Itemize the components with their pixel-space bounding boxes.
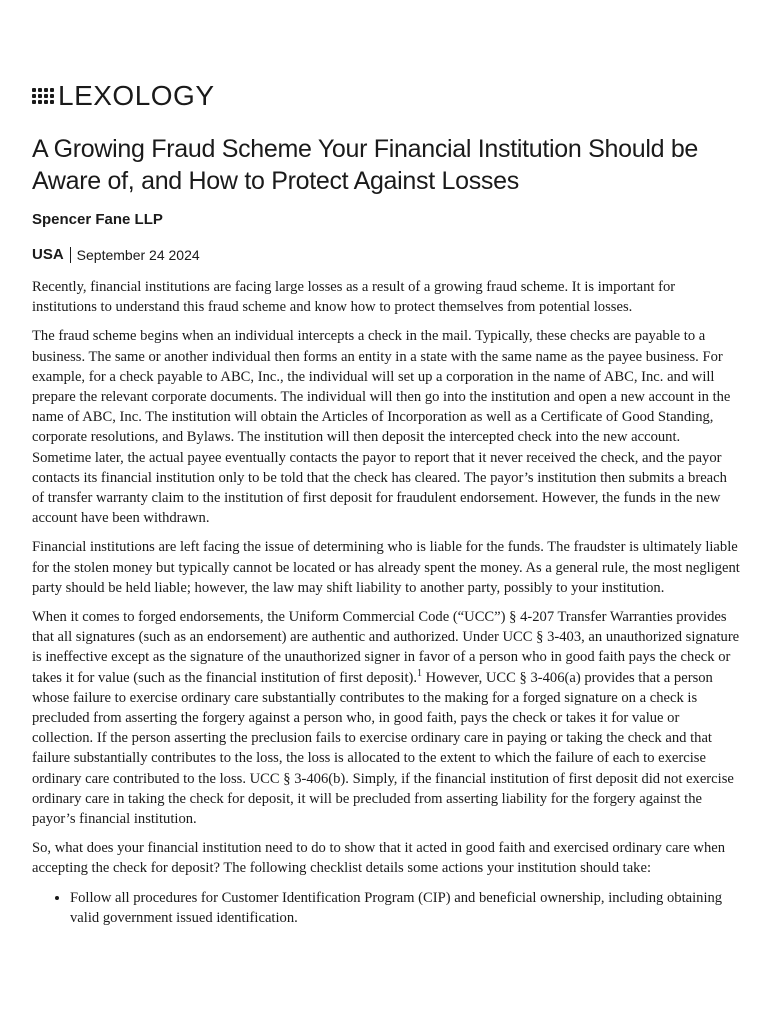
- article-body: [32, 277, 740, 928]
- article-meta: [32, 245, 200, 265]
- article-title: A Growing Fraud Scheme Your Financial Institution Should be Aware of, and How to Protect Against Losses: [32, 135, 699, 195]
- checklist: [32, 888, 740, 928]
- article-country[interactable]: USA: [32, 246, 64, 263]
- checklist-intro: So, what does your financial institution need to do to show that it acted in good faith and exercised ordinary care when accepting the check for deposit? The following checklist details some actions your institution should take:: [32, 840, 726, 877]
- article-paragraph: Recently, financial institutions are facing large losses as a result of a growing fraud scheme. It is important for institutions to understand this fraud scheme and know how to protect themselves from potential losses.: [32, 279, 676, 316]
- logo-text: LEXOLOGY: [58, 80, 215, 111]
- footnote-ref[interactable]: 1: [417, 667, 423, 679]
- article-author[interactable]: Spencer Fane LLP: [32, 211, 163, 228]
- meta-divider: [70, 247, 71, 263]
- article-paragraph: The fraud scheme begins when an individual intercepts a check in the mail. Typically, these checks are payable to a business. The same or another individual then forms an entity in a state with the same name as the payee business. For example, for a check payable to ABC, Inc., the individual will set up a corporation in the name of ABC, Inc. and will prepare the relevant corporate documents. The individual will then go into the institution and open a new account in the name of ABC, Inc. The institution will obtain the Articles of Incorporation as well as a Certificate of Good Standing, corporate resolutions, and Bylaws. The institution will then deposit the intercepted check into the new account. Sometime later, the actual payee eventually contacts the payor to report that it never received the check, and the payor contacts its financial institution only to be told that the check has cleared. The payor’s institution then submits a breach of transfer warranty claim to the institution of first deposit for fraudulent endorsement. However, the funds in the new account have been withdrawn.: [32, 328, 731, 527]
- ucc-text-part-2: However, UCC § 3-406(a) provides that a person whose failure to exercise ordinary care substantially contributes to the making for a forged signature on a check is precluded from asserting the forgery against a person who, in good faith, pays the check or takes it for value or collection. If the person asserting the preclusion fails to exercise ordinary care in paying or taking the check and that failure substantially contributes to the loss, the loss is allocated to the extent to which the failure of each to exercise ordinary care contributed to the loss. UCC § 3-406(b). Simply, if the financial institution of first deposit did not exercise ordinary care in taking the check for deposit, it will be precluded from asserting liability for the forgery against the payor’s financial institution.: [32, 669, 734, 828]
- checklist-item: • Follow all procedures for Customer Identification Program (CIP) and beneficial ownership, including obtaining valid government issued identification.: [70, 888, 740, 928]
- ucc-text-part-1: When it comes to forged endorsements, the Uniform Commercial Code (“UCC”) § 4-207 Transfer Warranties provides that all signatures (such as an endorsement) are authentic and authorized. Under UCC § 3-403, an unauthorized signature is ineffective except as the signature of the unauthorized signer in favor of a person who in good faith pays the check or takes it for value (such as the financial institution of first deposit).: [32, 609, 740, 686]
- logo-dots-icon: [32, 88, 54, 104]
- lexology-logo[interactable]: [32, 80, 215, 112]
- article-date: September 24 2024: [76, 247, 200, 263]
- article-paragraph-ucc: [32, 607, 740, 829]
- article-paragraph: Financial institutions are left facing the issue of determining who is liable for the funds. The fraudster is ultimately liable for the stolen money but typically cannot be located or has already spent the money. As a general rule, the most negligent party should be held liable; however, the law may shift liability to another party, possibly to your institution.: [32, 539, 740, 596]
